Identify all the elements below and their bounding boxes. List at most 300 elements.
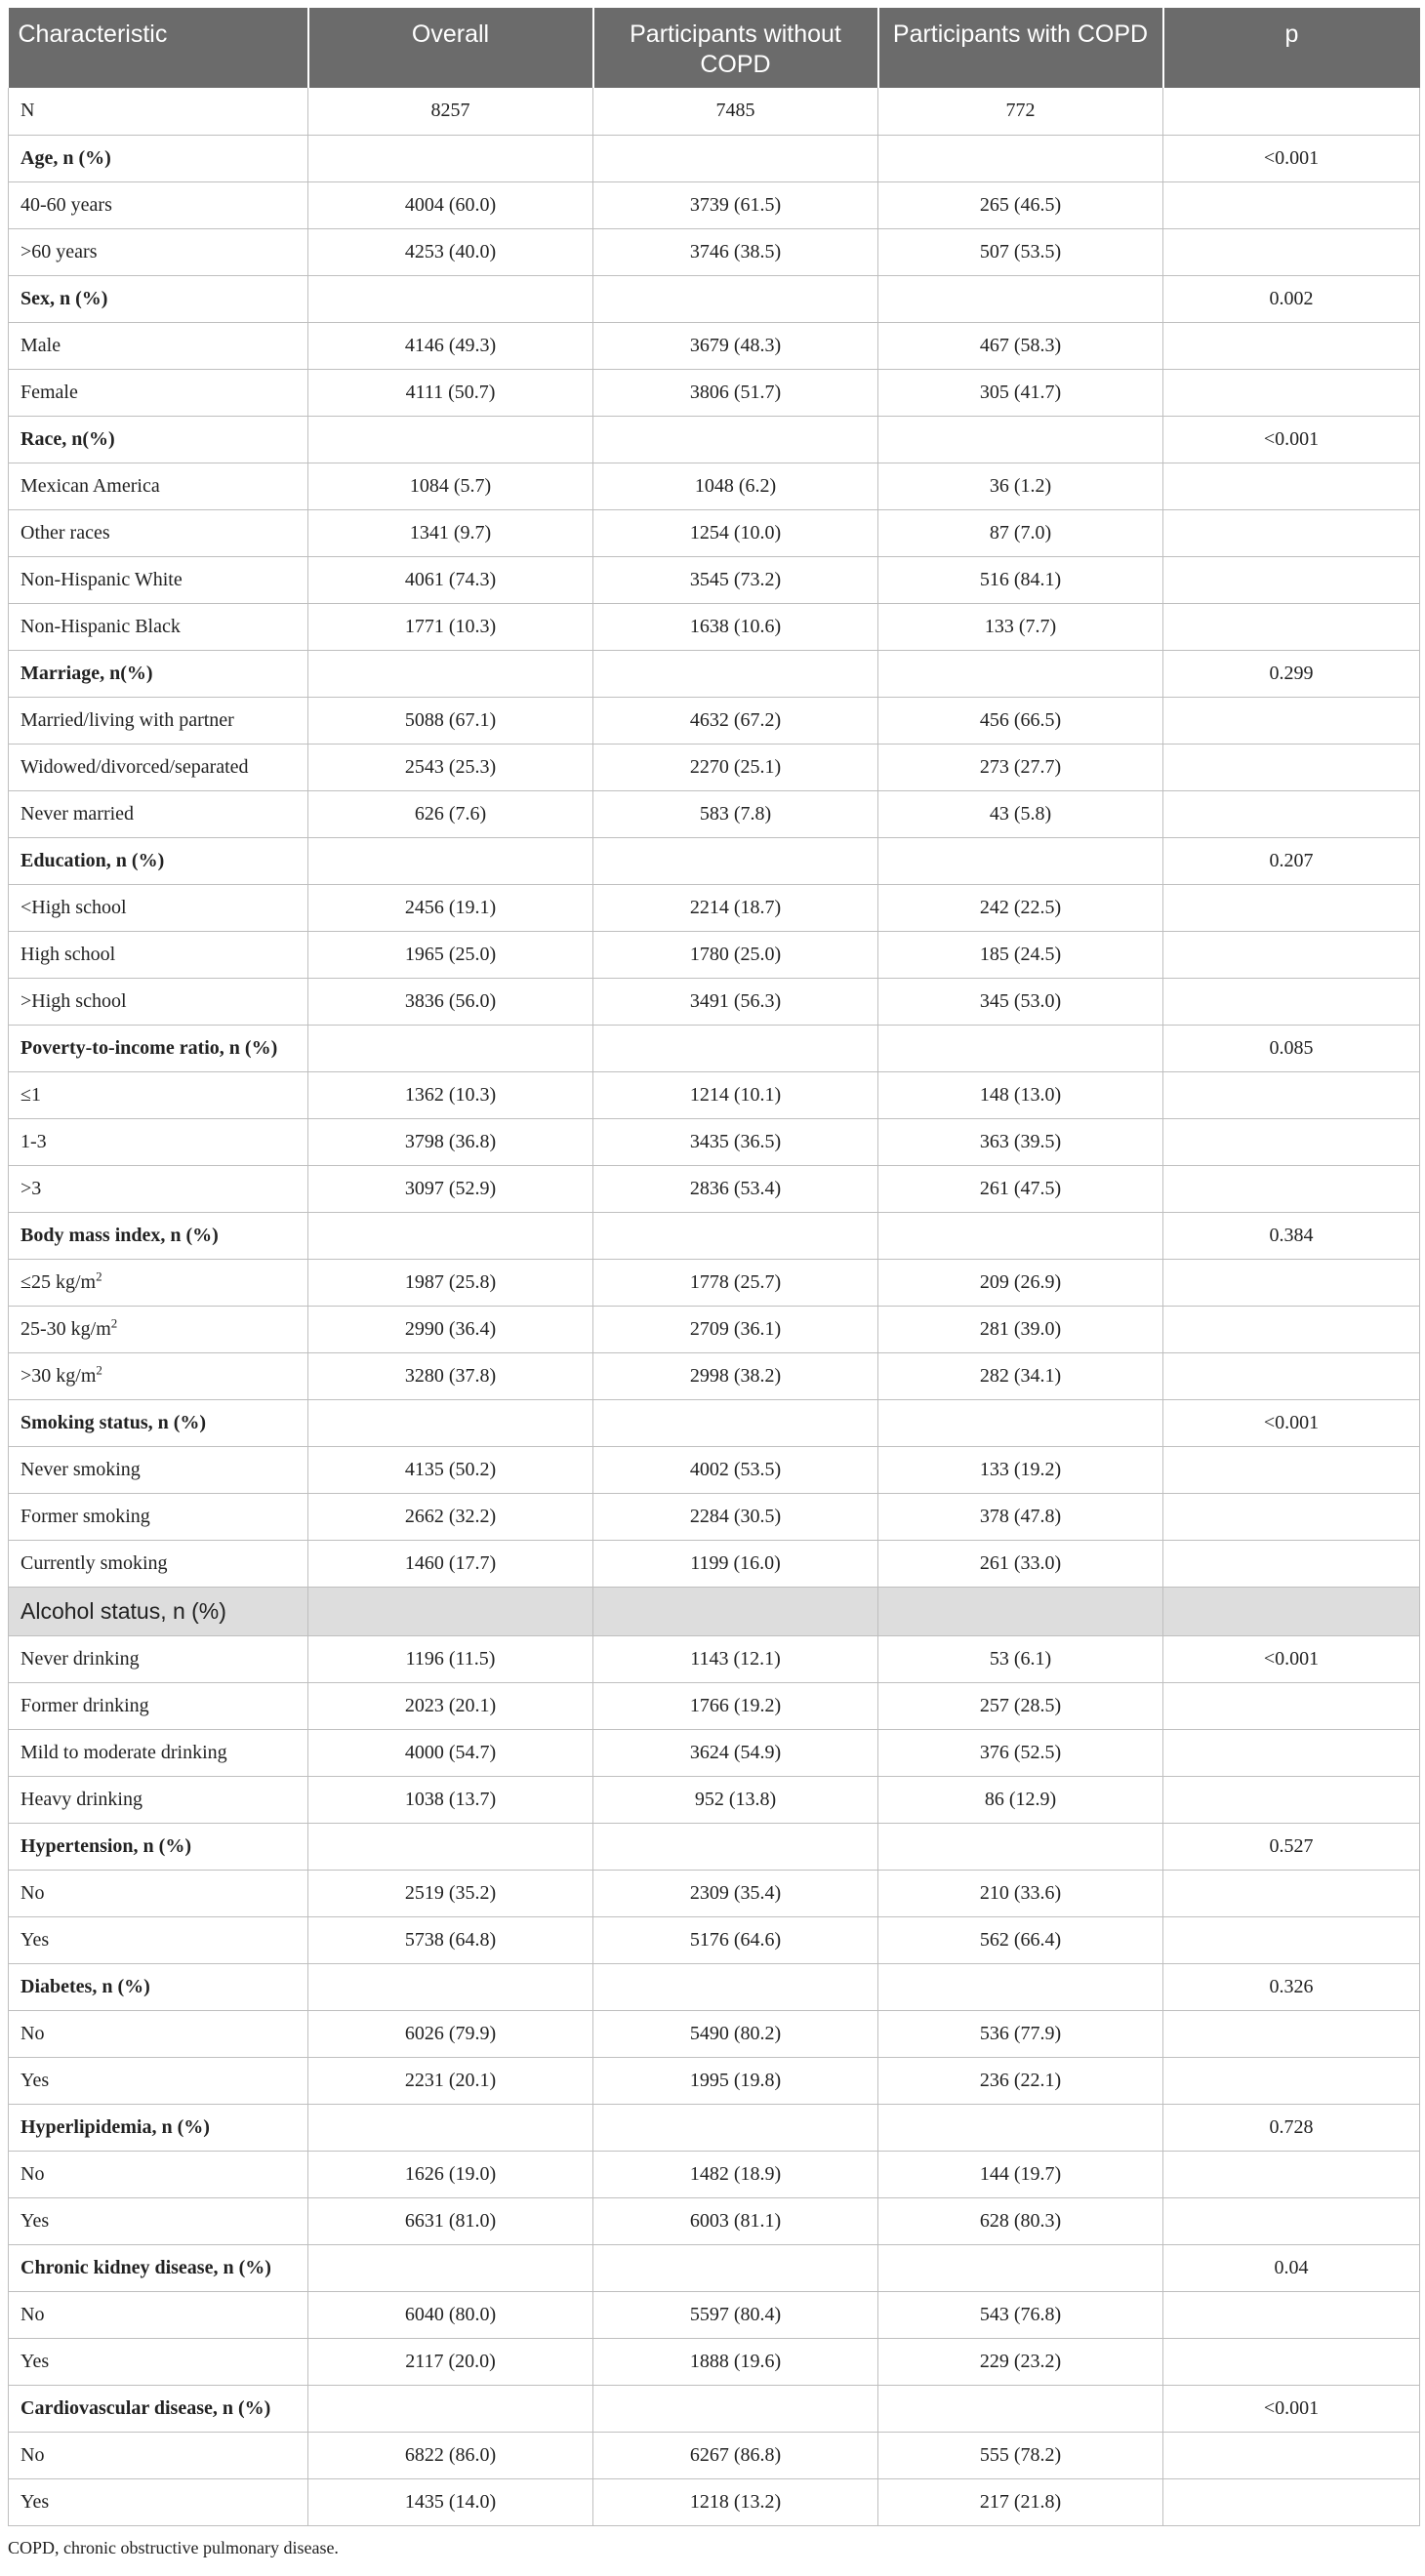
characteristic-cell: Yes (9, 2057, 308, 2104)
characteristic-cell (9, 1306, 308, 1352)
overall-cell (308, 1587, 593, 1635)
p-value-cell (1163, 2057, 1420, 2104)
p-value-cell: 0.207 (1163, 837, 1420, 884)
header-with-copd: Participants with COPD (878, 8, 1163, 88)
table-row (9, 1259, 1420, 1306)
section-row (9, 1963, 1420, 2010)
with-copd-cell (878, 1587, 1163, 1635)
overall-cell: 1987 (25.8) (308, 1259, 593, 1306)
overall-cell (308, 650, 593, 697)
characteristic-cell: Never drinking (9, 1635, 308, 1682)
table-row (9, 978, 1420, 1025)
table-row (9, 181, 1420, 228)
superscript: 2 (96, 1268, 102, 1283)
with-copd-cell: 536 (77.9) (878, 2010, 1163, 2057)
superscript: 2 (96, 1361, 102, 1377)
characteristic-cell: >High school (9, 978, 308, 1025)
table-row (9, 2197, 1420, 2244)
overall-cell (308, 2244, 593, 2291)
with-copd-cell: 261 (33.0) (878, 1540, 1163, 1587)
without-copd-cell (593, 2104, 878, 2151)
p-value-cell: 0.299 (1163, 650, 1420, 697)
without-copd-cell: 5176 (64.6) (593, 1916, 878, 1963)
without-copd-cell: 3806 (51.7) (593, 369, 878, 416)
without-copd-cell: 3746 (38.5) (593, 228, 878, 275)
characteristic-cell: Age, n (%) (9, 135, 308, 181)
table-row (9, 509, 1420, 556)
p-value-cell (1163, 181, 1420, 228)
p-value-cell (1163, 369, 1420, 416)
characteristic-cell: High school (9, 931, 308, 978)
with-copd-cell: 555 (78.2) (878, 2432, 1163, 2478)
without-copd-cell: 2836 (53.4) (593, 1165, 878, 1212)
with-copd-cell: 36 (1.2) (878, 463, 1163, 509)
characteristic-cell: Married/living with partner (9, 697, 308, 744)
overall-cell: 2543 (25.3) (308, 744, 593, 790)
with-copd-cell: 543 (76.8) (878, 2291, 1163, 2338)
p-value-cell (1163, 2197, 1420, 2244)
p-value-cell (1163, 463, 1420, 509)
overall-cell: 6040 (80.0) (308, 2291, 593, 2338)
without-copd-cell: 1218 (13.2) (593, 2478, 878, 2525)
characteristic-cell: Non-Hispanic White (9, 556, 308, 603)
with-copd-cell (878, 1823, 1163, 1870)
with-copd-cell: 133 (19.2) (878, 1446, 1163, 1493)
table-row (9, 1446, 1420, 1493)
characteristic-cell: Hypertension, n (%) (9, 1823, 308, 1870)
p-value-cell (1163, 509, 1420, 556)
p-value-cell: 0.728 (1163, 2104, 1420, 2151)
without-copd-cell: 1638 (10.6) (593, 603, 878, 650)
with-copd-cell: 86 (12.9) (878, 1776, 1163, 1823)
p-value-cell (1163, 744, 1420, 790)
p-value-cell (1163, 2478, 1420, 2525)
without-copd-cell: 1199 (16.0) (593, 1540, 878, 1587)
overall-cell: 4000 (54.7) (308, 1729, 593, 1776)
with-copd-cell: 133 (7.7) (878, 603, 1163, 650)
with-copd-cell (878, 2244, 1163, 2291)
with-copd-cell: 628 (80.3) (878, 2197, 1163, 2244)
characteristic-cell: Non-Hispanic Black (9, 603, 308, 650)
p-value-cell: <0.001 (1163, 1399, 1420, 1446)
p-value-cell (1163, 1682, 1420, 1729)
table-row (9, 2338, 1420, 2385)
section-row (9, 2104, 1420, 2151)
table-row (9, 2478, 1420, 2525)
section-row (9, 416, 1420, 463)
characteristic-cell: Never smoking (9, 1446, 308, 1493)
overall-cell (308, 1823, 593, 1870)
without-copd-cell: 583 (7.8) (593, 790, 878, 837)
label-text: ≤25 kg/m (20, 1270, 97, 1293)
overall-cell: 1196 (11.5) (308, 1635, 593, 1682)
table-row (9, 369, 1420, 416)
table-row (9, 1493, 1420, 1540)
with-copd-cell: 281 (39.0) (878, 1306, 1163, 1352)
overall-cell: 5088 (67.1) (308, 697, 593, 744)
table-row (9, 790, 1420, 837)
overall-cell (308, 837, 593, 884)
without-copd-cell: 1778 (25.7) (593, 1259, 878, 1306)
overall-cell (308, 135, 593, 181)
header-p-value: p (1163, 8, 1420, 88)
with-copd-cell (878, 837, 1163, 884)
characteristic-cell: Heavy drinking (9, 1776, 308, 1823)
without-copd-cell (593, 275, 878, 322)
with-copd-cell: 257 (28.5) (878, 1682, 1163, 1729)
p-value-cell (1163, 1352, 1420, 1399)
overall-cell: 5738 (64.8) (308, 1916, 593, 1963)
table-row (9, 2151, 1420, 2197)
section-row (9, 1025, 1420, 1071)
characteristic-cell: Yes (9, 1916, 308, 1963)
p-value-cell (1163, 322, 1420, 369)
without-copd-cell: 1995 (19.8) (593, 2057, 878, 2104)
p-value-cell (1163, 790, 1420, 837)
overall-cell (308, 1963, 593, 2010)
characteristic-cell: <High school (9, 884, 308, 931)
p-value-cell: <0.001 (1163, 135, 1420, 181)
without-copd-cell (593, 837, 878, 884)
without-copd-cell (593, 1963, 878, 2010)
overall-cell: 3836 (56.0) (308, 978, 593, 1025)
header-characteristic: Characteristic (9, 8, 308, 88)
without-copd-cell (593, 650, 878, 697)
overall-cell: 1965 (25.0) (308, 931, 593, 978)
characteristic-cell: Female (9, 369, 308, 416)
overall-cell: 2117 (20.0) (308, 2338, 593, 2385)
table-row (9, 1306, 1420, 1352)
overall-cell (308, 1212, 593, 1259)
characteristic-cell: Alcohol status, n (%) (9, 1587, 308, 1635)
overall-cell: 4004 (60.0) (308, 181, 593, 228)
table-row (9, 88, 1420, 135)
overall-cell: 1771 (10.3) (308, 603, 593, 650)
p-value-cell (1163, 1540, 1420, 1587)
overall-cell: 6026 (79.9) (308, 2010, 593, 2057)
with-copd-cell: 236 (22.1) (878, 2057, 1163, 2104)
table-row (9, 1729, 1420, 1776)
p-value-cell (1163, 2010, 1420, 2057)
with-copd-cell: 209 (26.9) (878, 1259, 1163, 1306)
p-value-cell: 0.527 (1163, 1823, 1420, 1870)
with-copd-cell: 261 (47.5) (878, 1165, 1163, 1212)
overall-cell: 626 (7.6) (308, 790, 593, 837)
p-value-cell (1163, 2151, 1420, 2197)
characteristic-cell: Mexican America (9, 463, 308, 509)
label-text: >30 kg/m (20, 1364, 97, 1387)
with-copd-cell: 562 (66.4) (878, 1916, 1163, 1963)
with-copd-cell: 242 (22.5) (878, 884, 1163, 931)
with-copd-cell: 217 (21.8) (878, 2478, 1163, 2525)
characteristic-cell: Male (9, 322, 308, 369)
without-copd-cell (593, 2385, 878, 2432)
with-copd-cell (878, 650, 1163, 697)
without-copd-cell: 3435 (36.5) (593, 1118, 878, 1165)
with-copd-cell: 467 (58.3) (878, 322, 1163, 369)
with-copd-cell: 273 (27.7) (878, 744, 1163, 790)
section-row (9, 135, 1420, 181)
p-value-cell: 0.085 (1163, 1025, 1420, 1071)
section-row (9, 1823, 1420, 1870)
with-copd-cell: 210 (33.6) (878, 1870, 1163, 1916)
overall-cell: 3097 (52.9) (308, 1165, 593, 1212)
p-value-cell (1163, 1165, 1420, 1212)
table-row (9, 2010, 1420, 2057)
table-row (9, 1776, 1420, 1823)
overall-cell (308, 1025, 593, 1071)
without-copd-cell (593, 416, 878, 463)
header-row (9, 8, 1420, 88)
p-value-cell: 0.384 (1163, 1212, 1420, 1259)
table-row (9, 697, 1420, 744)
section-row (9, 1399, 1420, 1446)
without-copd-cell (593, 1212, 878, 1259)
without-copd-cell: 1143 (12.1) (593, 1635, 878, 1682)
table-row (9, 1635, 1420, 1682)
with-copd-cell: 772 (878, 88, 1163, 135)
characteristic-cell: Former drinking (9, 1682, 308, 1729)
table-row (9, 2291, 1420, 2338)
characteristic-cell: No (9, 2291, 308, 2338)
characteristic-cell: 40-60 years (9, 181, 308, 228)
overall-cell: 4135 (50.2) (308, 1446, 593, 1493)
overall-cell: 4111 (50.7) (308, 369, 593, 416)
with-copd-cell (878, 1025, 1163, 1071)
characteristic-cell: Other races (9, 509, 308, 556)
with-copd-cell: 53 (6.1) (878, 1635, 1163, 1682)
p-value-cell (1163, 228, 1420, 275)
table-row (9, 322, 1420, 369)
characteristic-cell: Yes (9, 2197, 308, 2244)
characteristic-cell (9, 1259, 308, 1306)
without-copd-cell: 2284 (30.5) (593, 1493, 878, 1540)
overall-cell: 2519 (35.2) (308, 1870, 593, 1916)
overall-cell: 1460 (17.7) (308, 1540, 593, 1587)
p-value-cell (1163, 603, 1420, 650)
overall-cell: 2990 (36.4) (308, 1306, 593, 1352)
with-copd-cell: 305 (41.7) (878, 369, 1163, 416)
characteristic-cell: Race, n(%) (9, 416, 308, 463)
overall-cell: 1435 (14.0) (308, 2478, 593, 2525)
with-copd-cell (878, 1399, 1163, 1446)
without-copd-cell: 1214 (10.1) (593, 1071, 878, 1118)
group-band-row (9, 1587, 1420, 1635)
characteristic-cell: No (9, 2010, 308, 2057)
characteristic-cell: Currently smoking (9, 1540, 308, 1587)
with-copd-cell: 43 (5.8) (878, 790, 1163, 837)
without-copd-cell: 4002 (53.5) (593, 1446, 878, 1493)
without-copd-cell: 3739 (61.5) (593, 181, 878, 228)
with-copd-cell (878, 416, 1163, 463)
with-copd-cell: 507 (53.5) (878, 228, 1163, 275)
without-copd-cell: 2309 (35.4) (593, 1870, 878, 1916)
with-copd-cell: 265 (46.5) (878, 181, 1163, 228)
without-copd-cell: 2709 (36.1) (593, 1306, 878, 1352)
without-copd-cell: 6267 (86.8) (593, 2432, 878, 2478)
without-copd-cell: 4632 (67.2) (593, 697, 878, 744)
header-without-copd: Participants without COPD (593, 8, 878, 88)
without-copd-cell: 5597 (80.4) (593, 2291, 878, 2338)
p-value-cell (1163, 2291, 1420, 2338)
overall-cell: 3798 (36.8) (308, 1118, 593, 1165)
characteristic-cell: Sex, n (%) (9, 275, 308, 322)
table-container (8, 8, 1419, 2558)
p-value-cell (1163, 978, 1420, 1025)
p-value-cell (1163, 88, 1420, 135)
without-copd-cell: 5490 (80.2) (593, 2010, 878, 2057)
superscript: 2 (110, 1314, 118, 1330)
characteristic-cell: >3 (9, 1165, 308, 1212)
p-value-cell (1163, 1870, 1420, 1916)
without-copd-cell (593, 1399, 878, 1446)
p-value-cell (1163, 2338, 1420, 2385)
with-copd-cell (878, 1963, 1163, 2010)
p-value-cell (1163, 1259, 1420, 1306)
p-value-cell (1163, 1446, 1420, 1493)
overall-cell: 2023 (20.1) (308, 1682, 593, 1729)
overall-cell (308, 2385, 593, 2432)
characteristic-cell: Cardiovascular disease, n (%) (9, 2385, 308, 2432)
overall-cell (308, 2104, 593, 2151)
table-row (9, 1870, 1420, 1916)
without-copd-cell: 952 (13.8) (593, 1776, 878, 1823)
p-value-cell (1163, 1729, 1420, 1776)
table-row (9, 2432, 1420, 2478)
table-row (9, 1540, 1420, 1587)
overall-cell: 2662 (32.2) (308, 1493, 593, 1540)
table-row (9, 1071, 1420, 1118)
p-value-cell (1163, 931, 1420, 978)
with-copd-cell: 376 (52.5) (878, 1729, 1163, 1776)
p-value-cell (1163, 2432, 1420, 2478)
table-row (9, 463, 1420, 509)
section-row (9, 275, 1420, 322)
table-row (9, 228, 1420, 275)
with-copd-cell: 282 (34.1) (878, 1352, 1163, 1399)
p-value-cell: 0.04 (1163, 2244, 1420, 2291)
without-copd-cell: 7485 (593, 88, 878, 135)
p-value-cell (1163, 1071, 1420, 1118)
label-text: 25-30 kg/m (20, 1317, 111, 1340)
without-copd-cell: 1254 (10.0) (593, 509, 878, 556)
overall-cell: 2231 (20.1) (308, 2057, 593, 2104)
table-row (9, 1165, 1420, 1212)
with-copd-cell: 229 (23.2) (878, 2338, 1163, 2385)
without-copd-cell: 1888 (19.6) (593, 2338, 878, 2385)
characteristic-cell: N (9, 88, 308, 135)
with-copd-cell: 185 (24.5) (878, 931, 1163, 978)
characteristic-cell: Never married (9, 790, 308, 837)
characteristic-cell: Hyperlipidemia, n (%) (9, 2104, 308, 2151)
without-copd-cell: 1482 (18.9) (593, 2151, 878, 2197)
characteristic-cell: Education, n (%) (9, 837, 308, 884)
without-copd-cell: 1766 (19.2) (593, 1682, 878, 1729)
p-value-cell (1163, 1306, 1420, 1352)
with-copd-cell: 144 (19.7) (878, 2151, 1163, 2197)
without-copd-cell: 2998 (38.2) (593, 1352, 878, 1399)
table-row (9, 2057, 1420, 2104)
without-copd-cell: 6003 (81.1) (593, 2197, 878, 2244)
with-copd-cell (878, 275, 1163, 322)
overall-cell: 1038 (13.7) (308, 1776, 593, 1823)
characteristic-cell: No (9, 2432, 308, 2478)
overall-cell (308, 1399, 593, 1446)
p-value-cell: <0.001 (1163, 416, 1420, 463)
characteristic-cell: Diabetes, n (%) (9, 1963, 308, 2010)
overall-cell: 6631 (81.0) (308, 2197, 593, 2244)
overall-cell: 4253 (40.0) (308, 228, 593, 275)
overall-cell: 3280 (37.8) (308, 1352, 593, 1399)
p-value-cell: <0.001 (1163, 1635, 1420, 1682)
section-row (9, 650, 1420, 697)
section-row (9, 1212, 1420, 1259)
without-copd-cell: 3624 (54.9) (593, 1729, 878, 1776)
with-copd-cell (878, 2385, 1163, 2432)
table-body (9, 88, 1420, 2525)
overall-cell: 1341 (9.7) (308, 509, 593, 556)
p-value-cell (1163, 1916, 1420, 1963)
characteristic-cell: Body mass index, n (%) (9, 1212, 308, 1259)
p-value-cell (1163, 1776, 1420, 1823)
section-row (9, 2244, 1420, 2291)
characteristic-cell: ≤1 (9, 1071, 308, 1118)
without-copd-cell (593, 1587, 878, 1635)
overall-cell: 4061 (74.3) (308, 556, 593, 603)
p-value-cell: 0.002 (1163, 275, 1420, 322)
overall-cell: 1084 (5.7) (308, 463, 593, 509)
without-copd-cell: 3491 (56.3) (593, 978, 878, 1025)
header-overall: Overall (308, 8, 593, 88)
table-row (9, 1352, 1420, 1399)
table-row (9, 556, 1420, 603)
characteristic-cell: >60 years (9, 228, 308, 275)
without-copd-cell (593, 2244, 878, 2291)
with-copd-cell: 378 (47.8) (878, 1493, 1163, 1540)
characteristic-cell: Smoking status, n (%) (9, 1399, 308, 1446)
p-value-cell (1163, 556, 1420, 603)
without-copd-cell: 2214 (18.7) (593, 884, 878, 931)
characteristic-cell: Chronic kidney disease, n (%) (9, 2244, 308, 2291)
characteristic-cell: No (9, 2151, 308, 2197)
characteristic-cell: Yes (9, 2338, 308, 2385)
table-row (9, 603, 1420, 650)
overall-cell: 1626 (19.0) (308, 2151, 593, 2197)
p-value-cell (1163, 884, 1420, 931)
without-copd-cell: 3545 (73.2) (593, 556, 878, 603)
p-value-cell (1163, 1587, 1420, 1635)
table-footnote: COPD, chronic obstructive pulmonary disease. (8, 2537, 339, 2557)
overall-cell: 2456 (19.1) (308, 884, 593, 931)
with-copd-cell (878, 135, 1163, 181)
with-copd-cell: 456 (66.5) (878, 697, 1163, 744)
without-copd-cell: 1780 (25.0) (593, 931, 878, 978)
characteristics-table (8, 8, 1420, 2526)
characteristic-cell: Widowed/divorced/separated (9, 744, 308, 790)
p-value-cell (1163, 1493, 1420, 1540)
characteristic-cell (9, 1352, 308, 1399)
characteristic-cell: Marriage, n(%) (9, 650, 308, 697)
section-row (9, 837, 1420, 884)
without-copd-cell: 3679 (48.3) (593, 322, 878, 369)
section-row (9, 2385, 1420, 2432)
without-copd-cell (593, 1025, 878, 1071)
table-row (9, 1916, 1420, 1963)
characteristic-cell: Yes (9, 2478, 308, 2525)
characteristic-cell: No (9, 1870, 308, 1916)
overall-cell (308, 416, 593, 463)
table-row (9, 1682, 1420, 1729)
